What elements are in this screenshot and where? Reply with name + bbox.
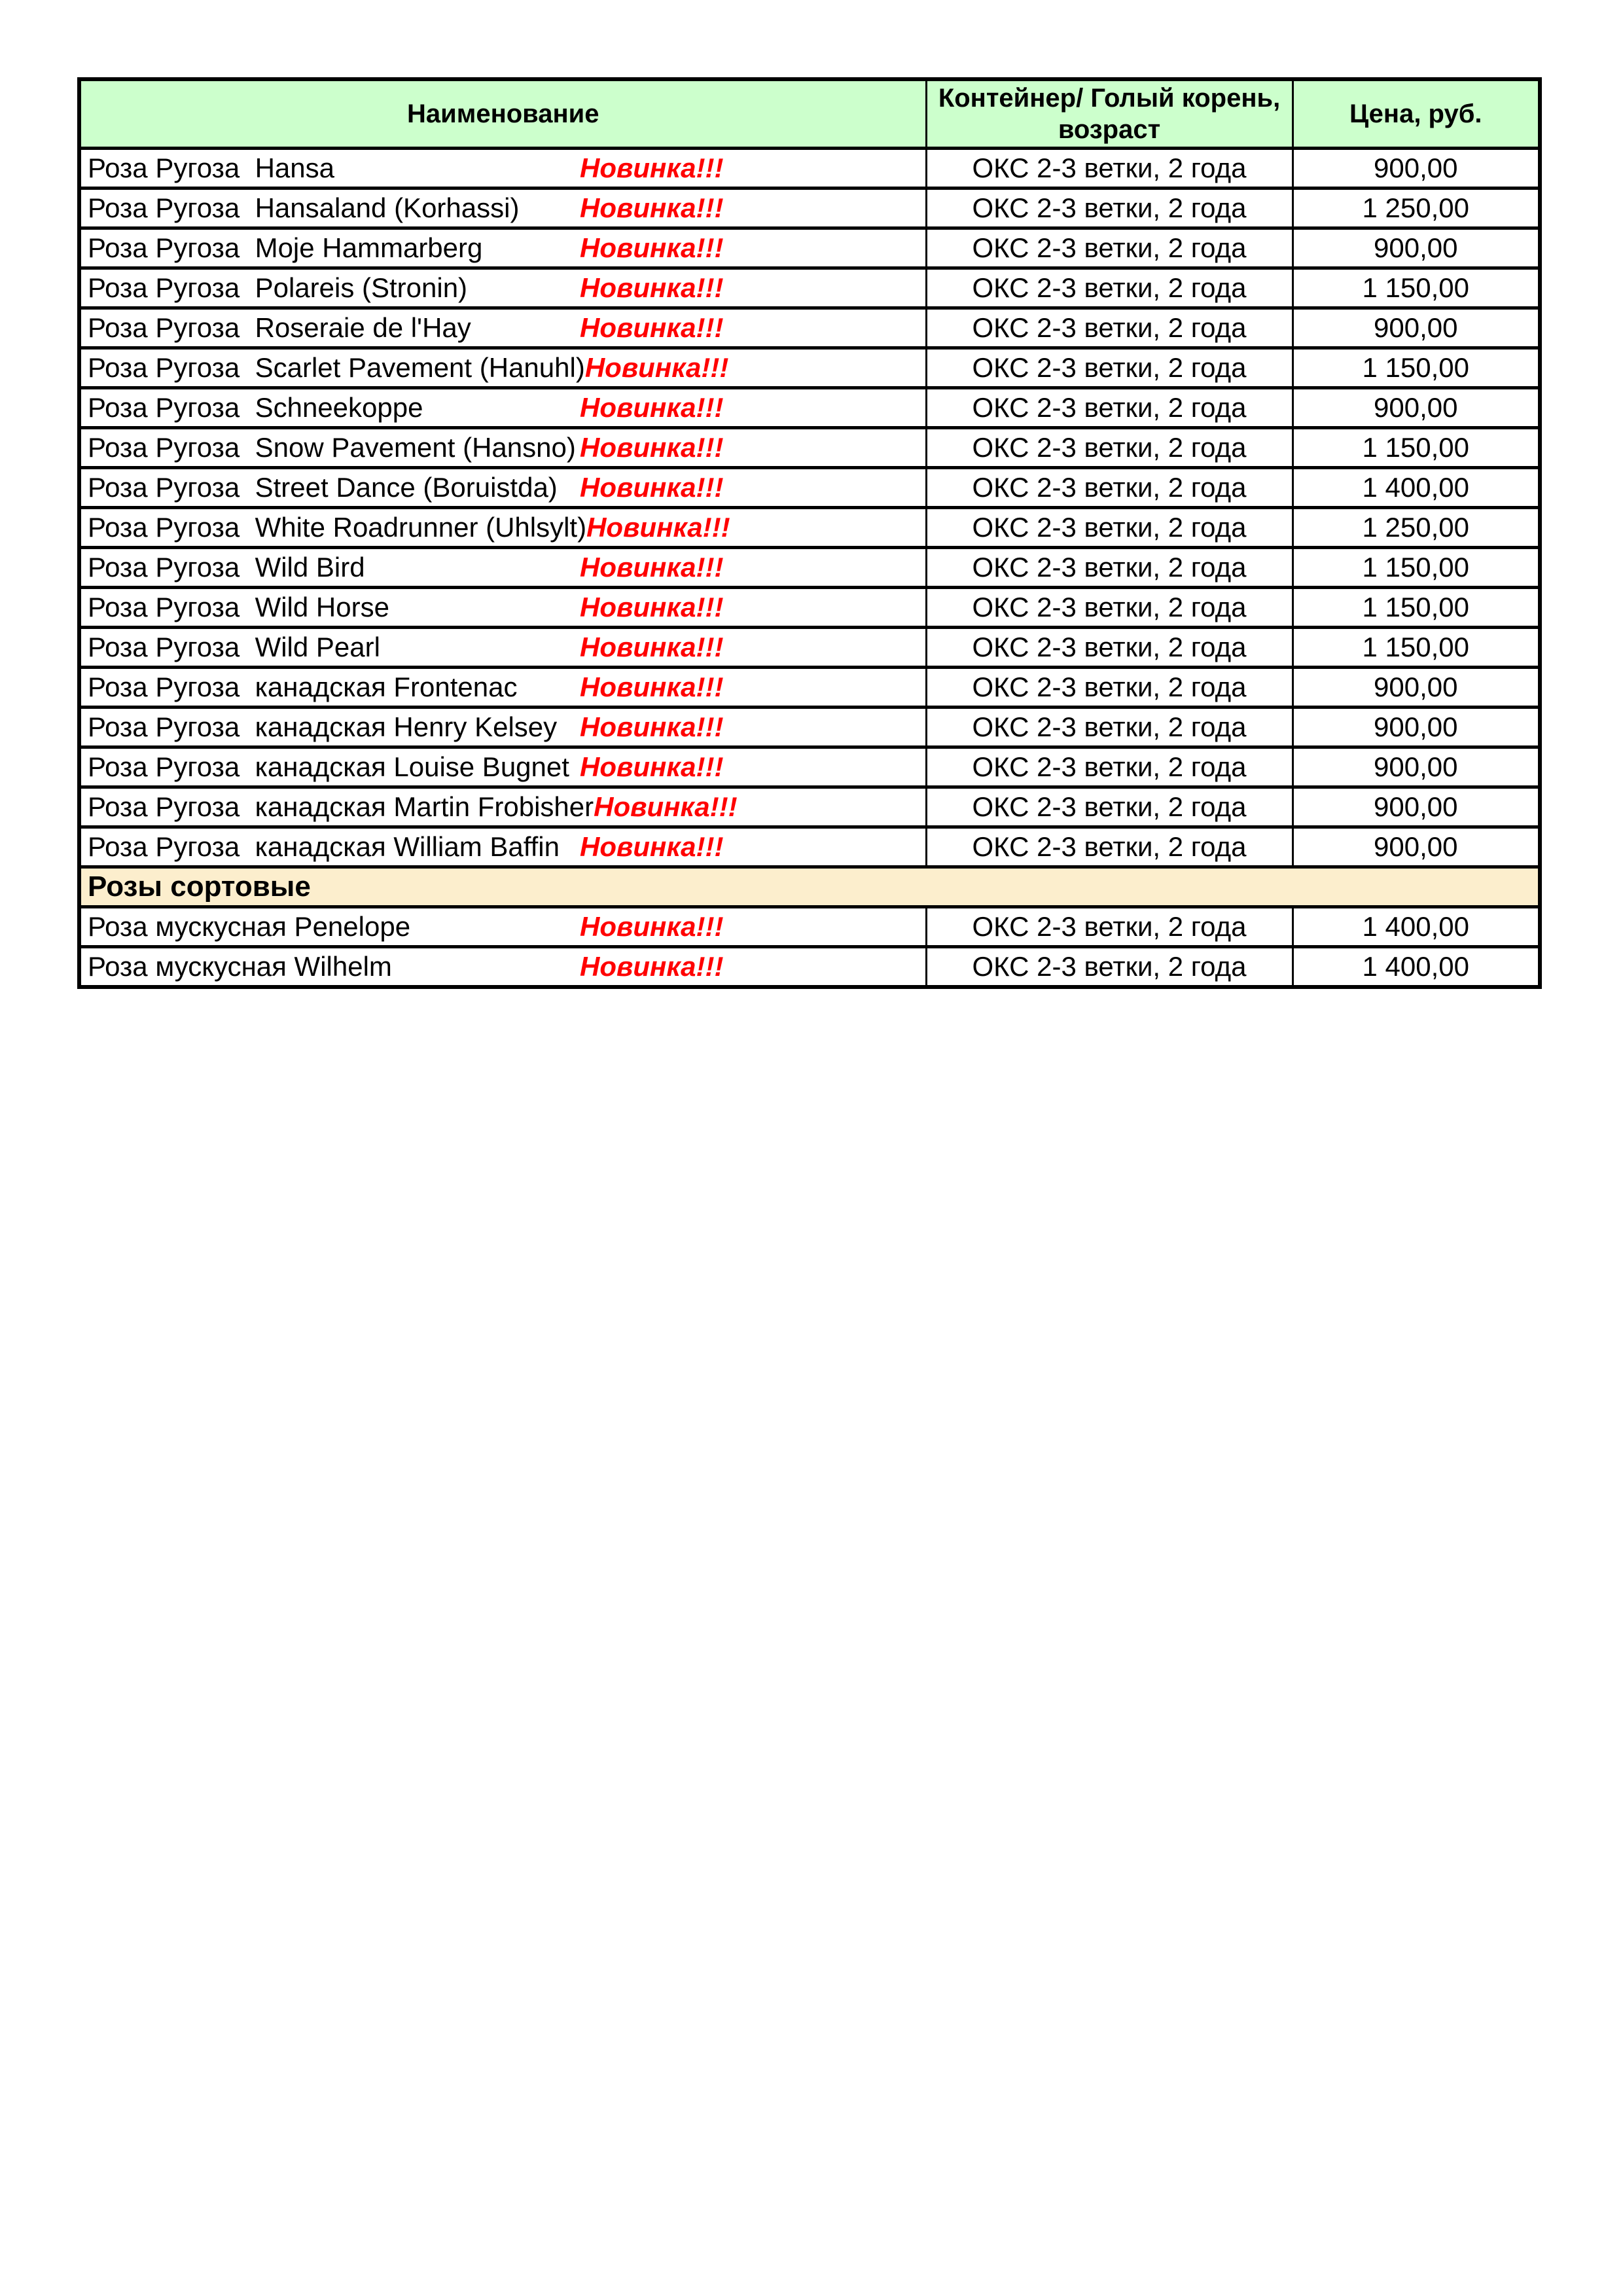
- price-cell: 1 250,00: [1293, 508, 1540, 548]
- plant-name: Роза Ругоза канадская William Baffin: [88, 831, 560, 862]
- table-row: [79, 149, 1540, 188]
- plant-name: Роза Ругоза White Roadrunner (Uhlsylt): [88, 512, 587, 543]
- table-row: [79, 907, 1540, 947]
- price-cell: 900,00: [1293, 827, 1540, 867]
- novelty-badge: Новинка!!!: [584, 352, 729, 383]
- price-cell: 1 400,00: [1293, 468, 1540, 508]
- plant-name: Роза мускусная Penelope: [88, 911, 411, 942]
- name-cell: [79, 668, 926, 708]
- price-table: [77, 77, 1542, 989]
- plant-name: Роза Ругоза Polareis (Stronin): [88, 272, 468, 303]
- novelty-badge: Новинка!!!: [580, 152, 724, 183]
- price-cell: 900,00: [1293, 747, 1540, 787]
- novelty-badge: Новинка!!!: [580, 751, 724, 782]
- container-cell: ОКС 2-3 ветки, 2 года: [926, 388, 1293, 428]
- container-cell: ОКС 2-3 ветки, 2 года: [926, 468, 1293, 508]
- plant-name: Роза Ругоза канадская Henry Kelsey: [88, 711, 558, 742]
- table-header: [79, 79, 1540, 149]
- container-cell: ОКС 2-3 ветки, 2 года: [926, 268, 1293, 308]
- price-cell: 1 150,00: [1293, 428, 1540, 468]
- name-cell: [79, 628, 926, 668]
- table-row: [79, 188, 1540, 228]
- container-cell: ОКС 2-3 ветки, 2 года: [926, 428, 1293, 468]
- price-cell: 900,00: [1293, 708, 1540, 747]
- container-cell: ОКС 2-3 ветки, 2 года: [926, 308, 1293, 348]
- plant-name: Роза Ругоза Wild Pearl: [88, 632, 380, 662]
- price-cell: 900,00: [1293, 668, 1540, 708]
- name-cell: [79, 747, 926, 787]
- plant-name: Роза Ругоза Moje Hammarberg: [88, 232, 483, 263]
- container-cell: ОКС 2-3 ветки, 2 года: [926, 708, 1293, 747]
- plant-name: Роза Ругоза Street Dance (Boruistda): [88, 472, 558, 503]
- novelty-badge: Новинка!!!: [580, 632, 724, 662]
- container-cell: ОКС 2-3 ветки, 2 года: [926, 508, 1293, 548]
- novelty-badge: Новинка!!!: [580, 950, 724, 982]
- plant-name: Роза Ругоза канадская Frontenac: [88, 672, 518, 702]
- table-row: [79, 268, 1540, 308]
- novelty-badge: Новинка!!!: [580, 192, 724, 223]
- header-row: [79, 79, 1540, 149]
- container-cell: ОКС 2-3 ветки, 2 года: [926, 907, 1293, 947]
- name-cell: [79, 947, 926, 987]
- name-cell: [79, 388, 926, 428]
- table-row: [79, 628, 1540, 668]
- price-cell: 900,00: [1293, 787, 1540, 827]
- novelty-badge: Новинка!!!: [580, 312, 724, 343]
- table-row: [79, 747, 1540, 787]
- name-cell: [79, 428, 926, 468]
- name-cell: [79, 188, 926, 228]
- price-cell: 900,00: [1293, 388, 1540, 428]
- table-row: [79, 388, 1540, 428]
- name-cell: [79, 348, 926, 388]
- novelty-badge: Новинка!!!: [580, 672, 724, 702]
- price-cell: 900,00: [1293, 308, 1540, 348]
- name-cell: [79, 228, 926, 268]
- name-cell: [79, 468, 926, 508]
- name-cell: [79, 827, 926, 867]
- plant-name: Роза Ругоза канадская Martin Frobisher: [88, 791, 594, 822]
- table-row: [79, 708, 1540, 747]
- section-label: Розы сортовые: [79, 867, 1540, 907]
- price-cell: 1 150,00: [1293, 348, 1540, 388]
- plant-name: Роза Ругоза Hansa: [88, 152, 334, 183]
- novelty-badge: Новинка!!!: [580, 592, 724, 622]
- container-cell: ОКС 2-3 ветки, 2 года: [926, 947, 1293, 987]
- price-cell: 1 150,00: [1293, 588, 1540, 628]
- novelty-badge: Новинка!!!: [580, 911, 724, 942]
- table-row: [79, 947, 1540, 987]
- novelty-badge: Новинка!!!: [580, 272, 724, 303]
- table-row: [79, 308, 1540, 348]
- novelty-badge: Новинка!!!: [580, 831, 724, 862]
- table-row: [79, 588, 1540, 628]
- novelty-badge: Новинка!!!: [580, 432, 724, 463]
- plant-name: Роза мускусная Wilhelm: [88, 950, 392, 982]
- name-cell: [79, 907, 926, 947]
- plant-name: Роза Ругоза Roseraie de l'Hay: [88, 312, 471, 343]
- novelty-badge: Новинка!!!: [586, 512, 730, 543]
- price-cell: 1 150,00: [1293, 548, 1540, 588]
- container-cell: ОКС 2-3 ветки, 2 года: [926, 188, 1293, 228]
- plant-name: Роза Ругоза Wild Horse: [88, 592, 389, 622]
- price-cell: 900,00: [1293, 228, 1540, 268]
- container-cell: ОКС 2-3 ветки, 2 года: [926, 348, 1293, 388]
- plant-name: Роза Ругоза Schneekoppe: [88, 392, 423, 423]
- name-cell: [79, 787, 926, 827]
- table-row: [79, 228, 1540, 268]
- table-row: [79, 508, 1540, 548]
- name-cell: [79, 508, 926, 548]
- container-cell: ОКС 2-3 ветки, 2 года: [926, 149, 1293, 188]
- novelty-badge: Новинка!!!: [580, 552, 724, 583]
- price-cell: 900,00: [1293, 149, 1540, 188]
- table-body: [79, 149, 1540, 987]
- plant-name: Роза Ругоза Hansaland (Korhassi): [88, 192, 520, 223]
- section-row: [79, 867, 1540, 907]
- header-cell-price: Цена, руб.: [1293, 79, 1540, 149]
- novelty-badge: Новинка!!!: [580, 711, 724, 742]
- name-cell: [79, 149, 926, 188]
- plant-name: Роза Ругоза Wild Bird: [88, 552, 365, 583]
- header-cell-container: Контейнер/ Голый корень, возраст: [926, 79, 1293, 149]
- novelty-badge: Новинка!!!: [580, 472, 724, 503]
- name-cell: [79, 268, 926, 308]
- price-cell: 1 150,00: [1293, 268, 1540, 308]
- name-cell: [79, 548, 926, 588]
- novelty-badge: Новинка!!!: [580, 392, 724, 423]
- table-row: [79, 827, 1540, 867]
- name-cell: [79, 308, 926, 348]
- price-cell: 1 150,00: [1293, 628, 1540, 668]
- novelty-badge: Новинка!!!: [594, 791, 738, 822]
- novelty-badge: Новинка!!!: [580, 232, 724, 263]
- price-cell: 1 250,00: [1293, 188, 1540, 228]
- container-cell: ОКС 2-3 ветки, 2 года: [926, 827, 1293, 867]
- table-row: [79, 787, 1540, 827]
- table-row: [79, 468, 1540, 508]
- name-cell: [79, 588, 926, 628]
- container-cell: ОКС 2-3 ветки, 2 года: [926, 787, 1293, 827]
- container-cell: ОКС 2-3 ветки, 2 года: [926, 588, 1293, 628]
- plant-name: Роза Ругоза канадская Louise Bugnet: [88, 751, 569, 782]
- container-cell: ОКС 2-3 ветки, 2 года: [926, 668, 1293, 708]
- container-cell: ОКС 2-3 ветки, 2 года: [926, 228, 1293, 268]
- container-cell: ОКС 2-3 ветки, 2 года: [926, 628, 1293, 668]
- container-cell: ОКС 2-3 ветки, 2 года: [926, 747, 1293, 787]
- table-row: [79, 668, 1540, 708]
- name-cell: [79, 708, 926, 747]
- table-row: [79, 348, 1540, 388]
- price-cell: 1 400,00: [1293, 947, 1540, 987]
- plant-name: Роза Ругоза Snow Pavement (Hansno): [88, 432, 576, 463]
- header-cell-name: Наименование: [79, 79, 926, 149]
- container-cell: ОКС 2-3 ветки, 2 года: [926, 548, 1293, 588]
- price-cell: 1 400,00: [1293, 907, 1540, 947]
- plant-name: Роза Ругоза Scarlet Pavement (Hanuhl): [88, 352, 585, 383]
- table-row: [79, 428, 1540, 468]
- table-row: [79, 548, 1540, 588]
